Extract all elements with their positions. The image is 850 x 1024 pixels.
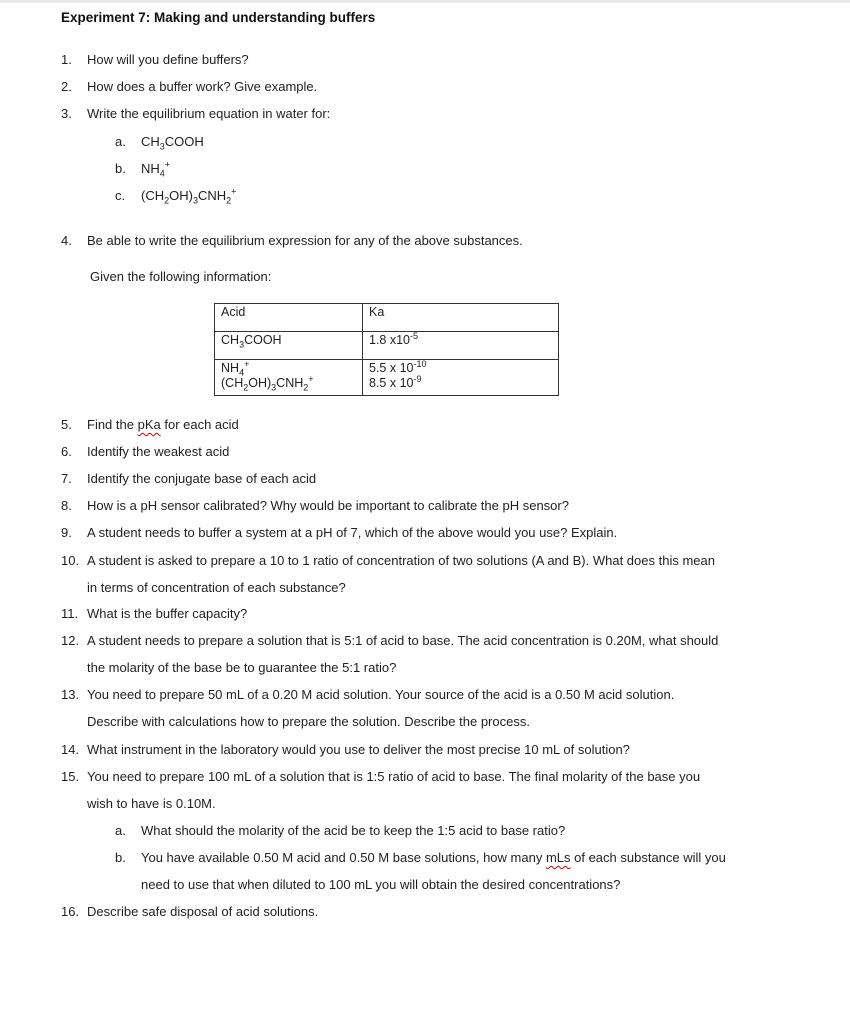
question-text-line-1: A student is asked to prepare a 10 to 1 ratio of concentration of two solutions (A and B). What does this mean (87, 553, 715, 568)
page-title: Experiment 7: Making and understanding buffers (61, 10, 376, 25)
question-text: How is a pH sensor calibrated? Why would be important to calibrate the pH sensor? (87, 498, 569, 513)
question-number: 16. (61, 904, 80, 919)
question-text: What instrument in the laboratory would you use to deliver the most precise 10 mL of solution? (87, 742, 630, 757)
question-number: 8. (61, 498, 72, 513)
question-text-line-2: Describe with calculations how to prepare the solution. Describe the process. (87, 714, 530, 729)
sub-label: a. (115, 823, 126, 838)
sub-label: b. (115, 850, 126, 865)
question-number: 12. (61, 633, 80, 648)
question-text-line-1: A student needs to prepare a solution that is 5:1 of acid to base. The acid concentration is 0.20M, what should (87, 633, 719, 648)
formula-ammonium: $NH_4^+$ (141, 159, 171, 179)
ka-table (214, 303, 559, 396)
header-ka: Ka (363, 304, 559, 332)
question-text-line-1: You need to prepare 50 mL of a 0.20 M acid solution. Your source of the acid is a 0.50 M acid solution. (87, 687, 675, 702)
sub-question-text-line-1: You have available 0.50 M acid and 0.50 M base solutions, how many mLs of each substance will you (141, 850, 726, 865)
question-text: How will you define buffers? (87, 52, 249, 67)
question-text-line-2: the molarity of the base be to guarantee the 5:1 ratio? (87, 660, 397, 675)
question-number: 6. (61, 444, 72, 459)
sub-question-text-line-2: need to use that when diluted to 100 mL you will obtain the desired concentrations? (141, 877, 621, 892)
table-row (215, 360, 559, 396)
spellcheck-word-pka: pKa (137, 417, 161, 432)
spellcheck-word-mls: mLs (545, 850, 571, 865)
formula-tris: $(CH_2OH)_3CNH_2^+$ (141, 186, 237, 206)
question-text: Identify the conjugate base of each acid (87, 471, 317, 486)
question-number: 2. (61, 79, 72, 94)
ka-cell: 5.5 x $10^{-10}$ 8.5 x $10^{-9}$ (363, 360, 559, 396)
table-row (215, 332, 559, 360)
question-text-line-1: You need to prepare 100 mL of a solution that is 1:5 ratio of acid to base. The final molarity of the base you (87, 769, 701, 784)
question-number: 4. (61, 233, 72, 248)
question-text: A student needs to buffer a system at a pH of 7, which of the above would you use? Explain. (87, 525, 618, 540)
page-top-edge (0, 0, 850, 3)
question-number: 11. (61, 606, 79, 621)
header-acid: Acid (215, 304, 363, 332)
question-number: 13. (61, 687, 80, 702)
question-text: Be able to write the equilibrium expression for any of the above substances. (87, 233, 523, 248)
sub-question-text: What should the molarity of the acid be to keep the 1:5 acid to base ratio? (141, 823, 566, 838)
question-number: 15. (61, 769, 80, 784)
question-number: 1. (61, 52, 72, 67)
formula-acetic-acid: $CH_3COOH$ (141, 134, 204, 152)
table-header-row (215, 304, 559, 332)
ka-cell: 1.8 $x10^{-5}$ (363, 332, 559, 360)
question-number: 7. (61, 471, 72, 486)
question-text: How does a buffer work? Give example. (87, 79, 318, 94)
question-number: 10. (61, 553, 80, 568)
question-number: 5. (61, 417, 72, 432)
question-number: 3. (61, 106, 72, 121)
question-text: Find the pKa for each acid (87, 417, 239, 432)
sub-label: a. (115, 134, 126, 149)
question-text: Write the equilibrium equation in water for: (87, 106, 331, 121)
question-text: What is the buffer capacity? (87, 606, 248, 621)
acid-cell: $NH_4^+$ $(CH_2OH)_3CNH_2^+$ (215, 360, 363, 396)
question-text-line-2: in terms of concentration of each substance? (87, 580, 346, 595)
question-text: Describe safe disposal of acid solutions. (87, 904, 319, 919)
acid-cell: $CH_3COOH$ (215, 332, 363, 360)
sub-label: c. (115, 188, 126, 203)
question-number: 14. (61, 742, 80, 757)
question-text: Identify the weakest acid (87, 444, 230, 459)
question-number: 9. (61, 525, 72, 540)
question-text-line-2: wish to have is 0.10M. (87, 796, 216, 811)
sub-label: b. (115, 161, 126, 176)
